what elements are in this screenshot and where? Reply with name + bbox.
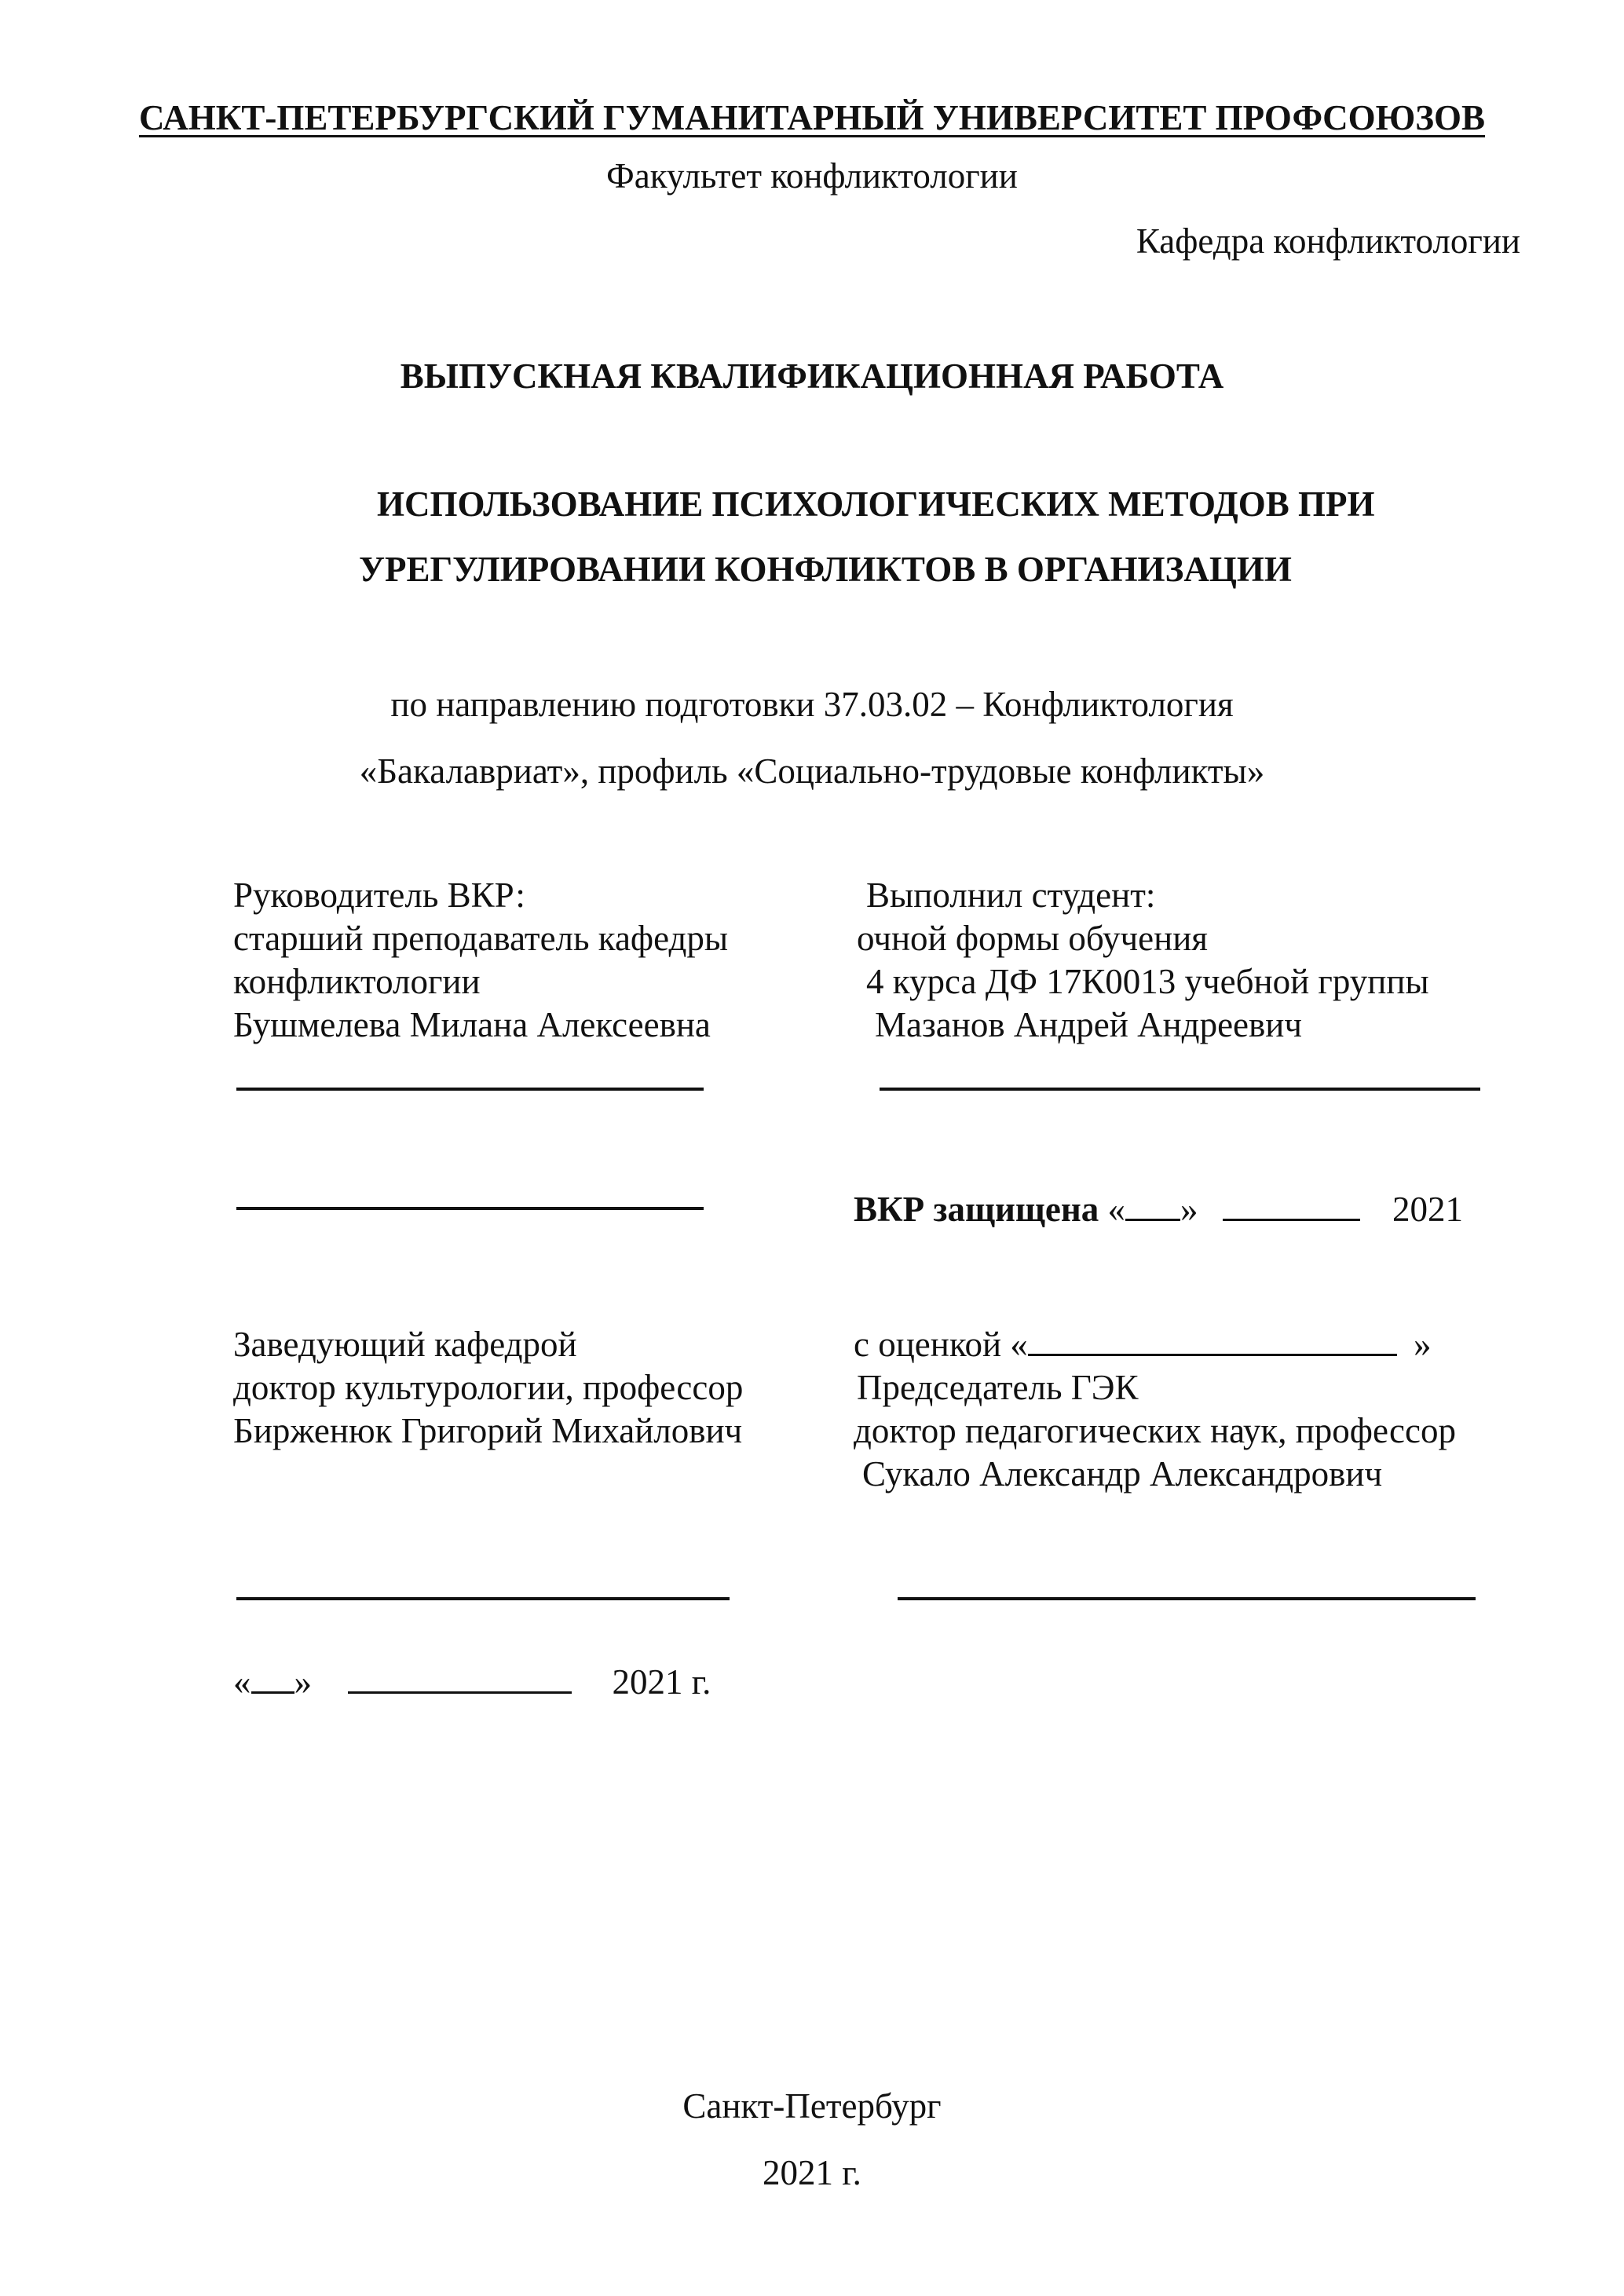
- defense-year: 2021: [1392, 1190, 1464, 1229]
- head-degree: доктор культурологии, профессор: [233, 1368, 744, 1407]
- chair-label: Председатель ГЭК: [857, 1368, 1139, 1407]
- head-name: Бирженюк Григорий Михайлович: [233, 1411, 743, 1450]
- grade-blank: [1028, 1354, 1397, 1356]
- date-day-blank: [251, 1691, 294, 1694]
- defense-day-blank: [1125, 1219, 1180, 1221]
- work-title-line2: УРЕГУЛИРОВАНИИ КОНФЛИКТОВ В ОРГАНИЗАЦИИ: [359, 550, 1292, 589]
- direction-line: по направлению подготовки 37.03.02 – Конфликтология: [390, 685, 1234, 724]
- student-group: 4 курса ДФ 17К0013 учебной группы: [866, 962, 1429, 1001]
- defense-label: ВКР защищена: [854, 1190, 1099, 1229]
- date-year: 2021 г.: [612, 1662, 711, 1702]
- work-type: ВЫПУСКНАЯ КВАЛИФИКАЦИОННАЯ РАБОТА: [400, 356, 1224, 396]
- chair-name: Сукало Александр Александрович: [862, 1454, 1383, 1493]
- date-month-blank: [348, 1691, 572, 1694]
- supervisor-signature-line: [236, 1088, 704, 1091]
- defense-month-blank: [1223, 1219, 1360, 1221]
- supervisor-label: Руководитель ВКР:: [233, 876, 525, 915]
- supervisor-position: старший преподаватель кафедры: [233, 919, 729, 958]
- student-name: Мазанов Андрей Андреевич: [875, 1005, 1302, 1044]
- department-name: Кафедра конфликтологии: [1136, 221, 1520, 261]
- student-signature-line: [880, 1088, 1480, 1091]
- university-name: САНКТ-ПЕТЕРБУРГСКИЙ ГУМАНИТАРНЫЙ УНИВЕРСИТЕТ ПРОФСОЮЗОВ: [138, 98, 1486, 137]
- supervisor-department: конфликтологии: [233, 962, 481, 1001]
- head-signature-line: [236, 1597, 730, 1600]
- grade-suffix: »: [1414, 1325, 1432, 1364]
- profile-line: «Бакалавриат», профиль «Социально-трудовые конфликты»: [359, 751, 1265, 791]
- chair-degree: доктор педагогических наук, профессор: [854, 1411, 1456, 1450]
- grade-row: [854, 1327, 1432, 1362]
- footer-year: 2021 г.: [763, 2153, 861, 2192]
- footer-city: Санкт-Петербург: [682, 2086, 942, 2126]
- date-quote-close: »: [294, 1662, 312, 1702]
- date-quote-open: «: [233, 1662, 251, 1702]
- chair-signature-line: [898, 1597, 1476, 1600]
- date-row: [233, 1662, 711, 1702]
- student-label: Выполнил студент:: [866, 876, 1156, 915]
- grade-prefix: с оценкой «: [854, 1325, 1028, 1364]
- faculty-name: Факультет конфликтологии: [606, 156, 1018, 196]
- defense-row: [854, 1192, 1463, 1227]
- defense-quote-close: »: [1180, 1190, 1198, 1229]
- supervisor-name: Бушмелева Милана Алексеевна: [233, 1005, 711, 1044]
- supervisor-second-signature-line: [236, 1207, 704, 1210]
- work-title-line1: ИСПОЛЬЗОВАНИЕ ПСИХОЛОГИЧЕСКИХ МЕТОДОВ ПРИ: [377, 484, 1375, 524]
- head-label: Заведующий кафедрой: [233, 1325, 577, 1364]
- student-form: очной формы обучения: [857, 919, 1208, 958]
- defense-quote-open: «: [1107, 1190, 1126, 1229]
